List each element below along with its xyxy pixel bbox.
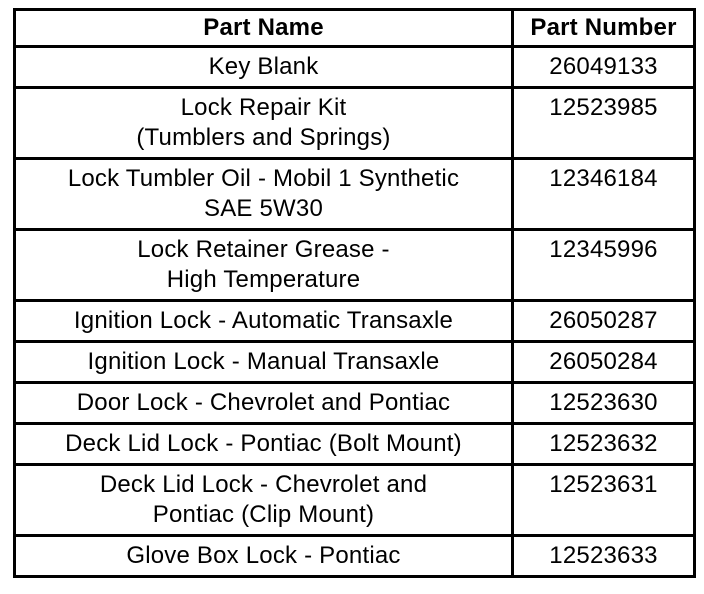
part-name-line: High Temperature <box>166 266 361 293</box>
part-number-cell: 12523633 <box>513 536 695 577</box>
part-name-cell <box>15 342 513 383</box>
header-row <box>15 10 695 47</box>
part-number-header: Part Number <box>513 10 695 47</box>
part-name-line: Deck Lid Lock - Chevrolet and <box>99 471 428 498</box>
table-row <box>15 159 695 230</box>
part-name-line: Pontiac (Clip Mount) <box>152 501 375 528</box>
part-name-cell <box>15 47 513 88</box>
table-row <box>15 88 695 159</box>
part-name-line: Ignition Lock - Manual Transaxle <box>87 348 440 375</box>
part-number-cell: 26050287 <box>513 301 695 342</box>
part-name-cell <box>15 465 513 536</box>
part-name-line: Deck Lid Lock - Pontiac (Bolt Mount) <box>65 430 462 457</box>
part-name-cell <box>15 383 513 424</box>
part-name-line: (Tumblers and Springs) <box>136 124 391 151</box>
part-name-line: SAE 5W30 <box>204 195 323 222</box>
part-number-cell: 12346184 <box>513 159 695 230</box>
table-row <box>15 424 695 465</box>
part-number-cell: 26049133 <box>513 47 695 88</box>
table-row <box>15 536 695 577</box>
table-row <box>15 465 695 536</box>
part-name-line: Door Lock - Chevrolet and Pontiac <box>76 389 451 416</box>
part-number-cell: 12523631 <box>513 465 695 536</box>
part-name-header: Part Name <box>15 10 513 47</box>
part-name-cell <box>15 301 513 342</box>
table-row <box>15 47 695 88</box>
table-row <box>15 301 695 342</box>
part-name-line: Lock Tumbler Oil - Mobil 1 Synthetic <box>67 165 460 192</box>
part-name-cell <box>15 159 513 230</box>
part-number-cell: 12523630 <box>513 383 695 424</box>
part-name-line: Lock Repair Kit <box>180 94 347 121</box>
part-number-cell: 12523632 <box>513 424 695 465</box>
part-name-line: Ignition Lock - Automatic Transaxle <box>73 307 454 334</box>
part-number-cell: 12523985 <box>513 88 695 159</box>
part-name-cell <box>15 230 513 301</box>
part-name-line: Lock Retainer Grease - <box>137 236 390 263</box>
part-number-cell: 12345996 <box>513 230 695 301</box>
parts-table <box>13 8 696 578</box>
part-name-line: Key Blank <box>208 53 319 80</box>
part-number-cell: 26050284 <box>513 342 695 383</box>
part-name-cell <box>15 424 513 465</box>
table-row <box>15 342 695 383</box>
part-name-cell <box>15 88 513 159</box>
part-name-cell <box>15 536 513 577</box>
table-row <box>15 230 695 301</box>
part-name-line: Glove Box Lock - Pontiac <box>126 542 401 569</box>
table-row <box>15 383 695 424</box>
